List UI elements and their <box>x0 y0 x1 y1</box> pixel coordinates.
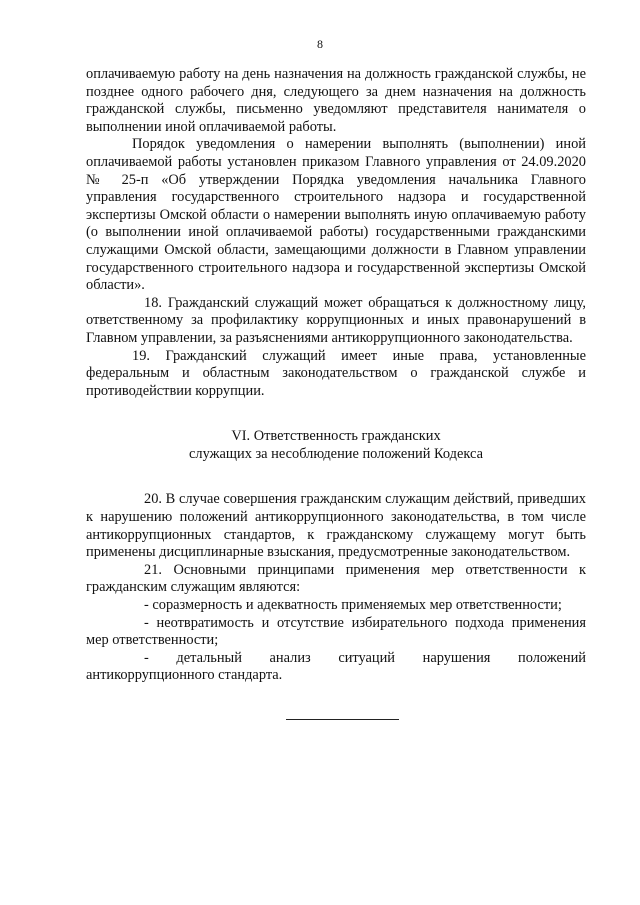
paragraph-item-21: 21. Основными принципами применения мер ответственности к гражданским служащим являются: <box>86 561 586 596</box>
section-heading-line-2: служащих за несоблюдение положений Кодекса <box>189 445 483 462</box>
list-item-proportionality: - соразмерность и адекватность применяемых мер ответственности; <box>144 597 562 614</box>
document-body <box>86 66 586 685</box>
paragraph-item-18: 18. Гражданский служащий может обращаться к должностному лицу, ответственному за профилактику коррупционных и иных правонарушений в Главном управлении, за разъяснениями антикоррупционного законодательства. <box>86 294 586 346</box>
paragraph-continuation: оплачиваемую работу на день назначения на должность гражданской службы, не позднее одного рабочего дня, следующего за днем назначения на должность гражданской службы, письменно уведомляют представителя нанимателя о выполнении иной оплачиваемой работы. <box>86 66 586 135</box>
end-separator-line <box>286 719 399 720</box>
section-heading-line-1: VI. Ответственность гражданских <box>231 428 441 445</box>
paragraph-item-20: 20. В случае совершения гражданским служащим действий, приведших к нарушению положений антикоррупционного законодательства, в том числе антикоррупционных стандартов, к гражданскому служащему могут быть применены дисциплинарные взыскания, предусмотренные законодательством. <box>86 491 586 561</box>
section-heading <box>86 428 586 463</box>
paragraph-item-19: 19. Гражданский служащий имеет иные права, установленные федеральным и областным законодательством о гражданской службе и противодействии коррупции. <box>86 347 586 399</box>
page-number: 8 <box>317 37 323 51</box>
list-item-inevitability: - неотвратимость и отсутствие избирательного подхода применения мер ответственности; <box>86 614 586 649</box>
paragraph-notification-procedure: Порядок уведомления о намерении выполнять (выполнении) иной оплачиваемой работы установлен приказом Главного управления от 24.09.2020 № 25-п «Об утверждении Порядка уведомления начальника Главного управления государственного строительного надзора и государственной экспертизы Омской области о намерении выполнять иную оплачиваемую работу (о выполнении иной оплачиваемой работы) государственными гражданскими служащими Омской области, замещающими должности в Главном управлении государственного строительного надзора и государственной экспертизы Омской области». <box>86 136 586 294</box>
list-item-detailed-analysis: - детальный анализ ситуаций нарушения положений антикоррупционного стандарта. <box>86 649 586 684</box>
